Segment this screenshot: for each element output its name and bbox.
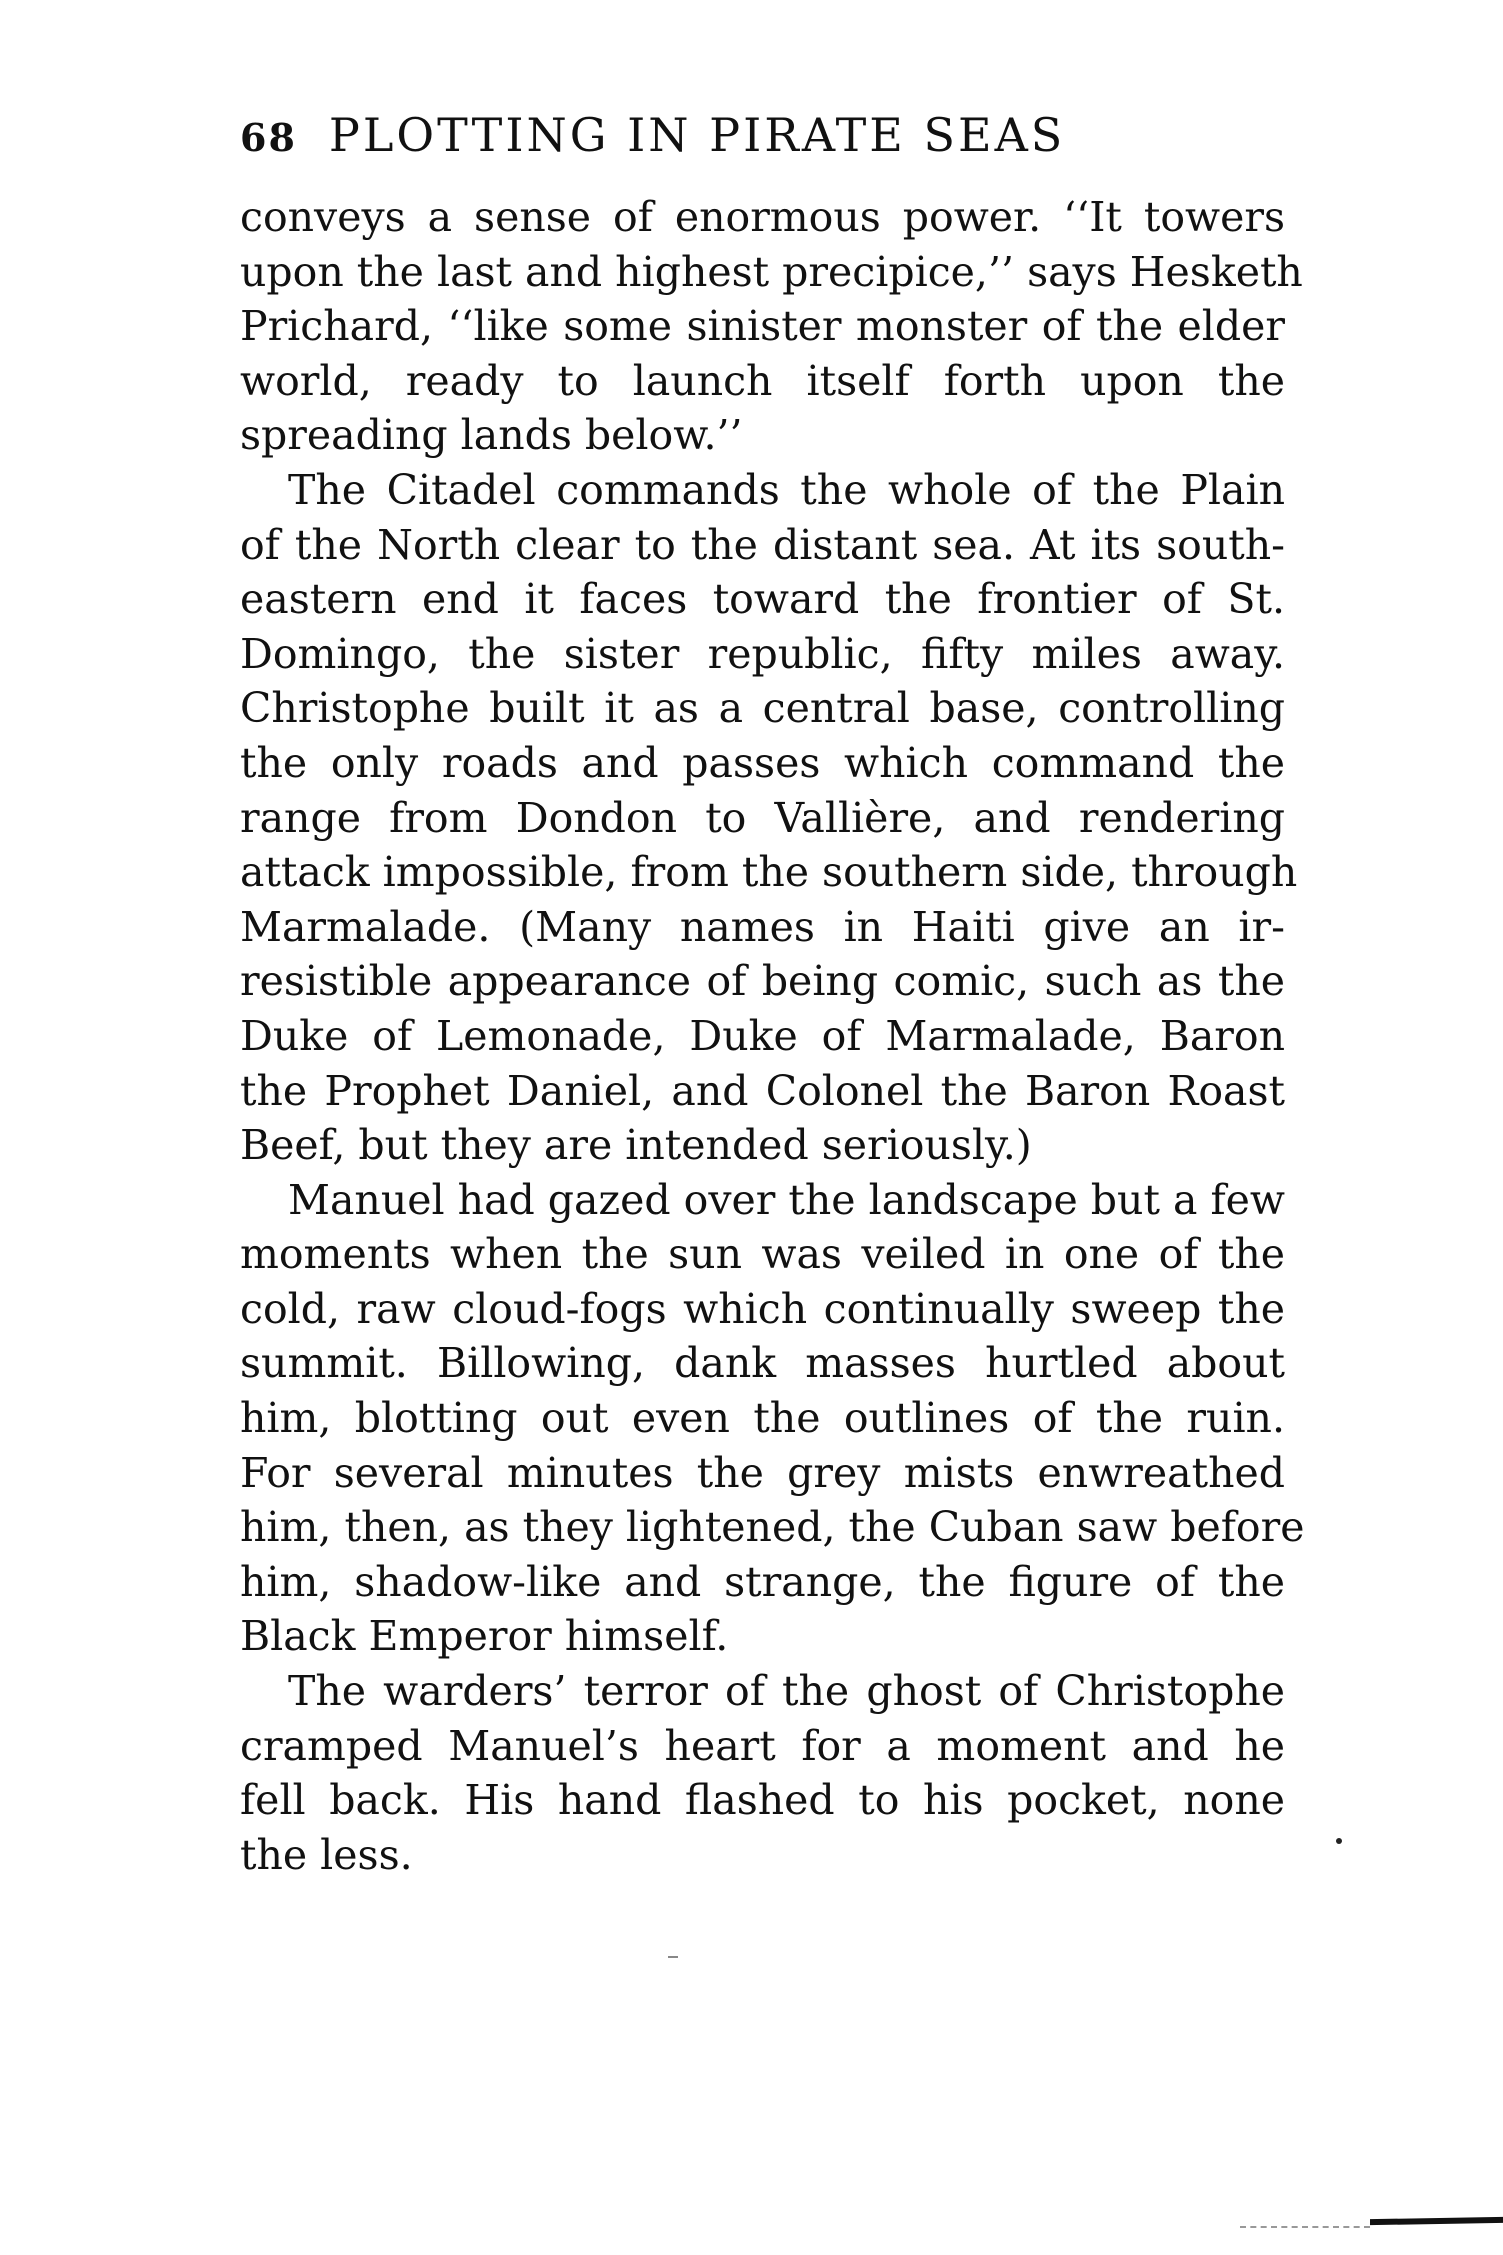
running-head — [240, 108, 1285, 168]
text-line: the Prophet Daniel, and Colonel the Baron Roast — [240, 1066, 1285, 1115]
text-line: range from Dondon to Vallière, and rendering — [240, 793, 1285, 842]
text-line: Prichard, ‘‘like some sinister monster of the elder — [240, 302, 1285, 351]
text-line: Duke of Lemonade, Duke of Marmalade, Baron — [240, 1011, 1285, 1060]
text-line: eastern end it faces toward the frontier of St. — [240, 575, 1285, 624]
text-line: For several minutes the grey mists enwreathed — [240, 1448, 1285, 1497]
paragraph-warders-terror — [240, 1664, 1285, 1882]
paragraph-citadel — [240, 463, 1298, 1173]
text-line: moments when the sun was veiled in one of the — [240, 1230, 1285, 1279]
text-line: him, shadow-like and strange, the figure of the — [240, 1557, 1285, 1606]
text-line: of the North clear to the distant sea. At its south- — [240, 520, 1285, 569]
text-line: upon the last and highest precipice,’’ says Hesketh — [240, 247, 1303, 296]
text-line: world, ready to launch itself forth upon the — [240, 356, 1285, 405]
text-line: resistible appearance of being comic, such as the — [240, 957, 1285, 1006]
text-line: attack impossible, from the southern side, through — [240, 848, 1298, 897]
text-line: the only roads and passes which command the — [240, 738, 1285, 787]
text-line: Beef, but they are intended seriously.) — [240, 1121, 1032, 1170]
scan-edge-shadow — [1370, 2217, 1503, 2225]
text-line: Christophe built it as a central base, controlling — [240, 684, 1285, 733]
text-line: Manuel had gazed over the landscape but a few — [288, 1175, 1285, 1224]
ink-speck — [1336, 1838, 1342, 1844]
page-number: 68 — [240, 115, 297, 160]
paragraph-continued — [240, 190, 1303, 463]
text-line: Marmalade. (Many names in Haiti give an ir- — [240, 902, 1285, 951]
text-line: him, then, as they lightened, the Cuban saw before — [240, 1503, 1305, 1552]
text-line: Domingo, the sister republic, fifty miles away. — [240, 629, 1285, 678]
text-line: fell back. His hand flashed to his pocket, none — [240, 1776, 1285, 1825]
text-line: The warders’ terror of the ghost of Christophe — [288, 1667, 1285, 1716]
text-line: The Citadel commands the whole of the Plain — [288, 465, 1285, 514]
text-line: summit. Billowing, dank masses hurtled about — [240, 1339, 1285, 1388]
body-text — [240, 190, 1305, 1882]
paragraph-manuel-gazed — [240, 1173, 1305, 1664]
scan-edge-mark — [1240, 2226, 1370, 2228]
ink-mark — [668, 1956, 678, 1958]
text-line: cold, raw cloud-fogs which continually sweep the — [240, 1284, 1285, 1333]
text-line: Black Emperor himself. — [240, 1612, 729, 1661]
running-title: PLOTTING IN PIRATE SEAS — [328, 108, 1066, 162]
text-line: spreading lands below.’’ — [240, 411, 743, 460]
text-line: the less. — [240, 1830, 413, 1879]
text-line: him, blotting out even the outlines of the ruin. — [240, 1394, 1285, 1443]
text-line: cramped Manuel’s heart for a moment and he — [240, 1721, 1285, 1770]
text-line: conveys a sense of enormous power. ‘‘It towers — [240, 193, 1285, 241]
